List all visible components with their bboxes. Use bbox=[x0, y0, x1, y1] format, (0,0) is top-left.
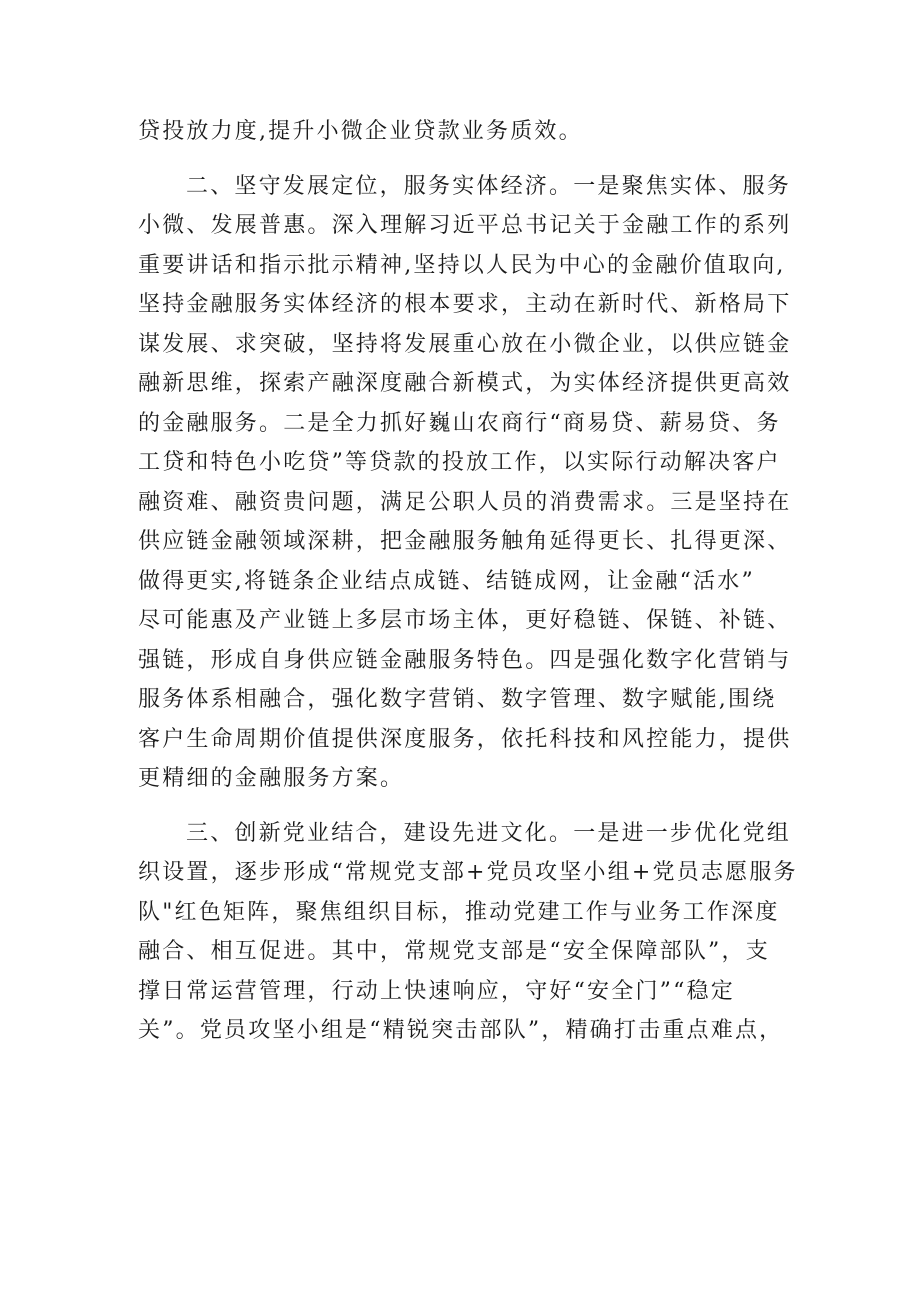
paragraph-section-two bbox=[138, 167, 798, 799]
text-line: 做得更实,将链条企业结点成链、结链成网，让金融“活水” bbox=[138, 568, 755, 594]
text-line: 坚持金融服务实体经济的根本要求，主动在新时代、新格局下 bbox=[138, 292, 792, 317]
text-line: 织设置，逐步形成“常规党支部+党员攻坚小组+党员志愿服务 bbox=[138, 860, 798, 885]
text-line: 服务体系相融合，强化数字营销、数字管理、数字赋能,围绕 bbox=[138, 687, 777, 712]
text-line: 贷投放力度,提升小微企业贷款业务质效。 bbox=[138, 119, 583, 144]
text-line: 融合、相互促进。其中，常规党支部是“安全保障部队”，支 bbox=[138, 939, 770, 964]
text-line: 工贷和特色小吃贷”等贷款的投放工作，以实际行动解决客户 bbox=[138, 450, 781, 475]
text-line: 客户生命周期价值提供深度服务，依托科技和风控能力，提供 bbox=[138, 726, 792, 752]
text-line: 小微、发展普惠。深入理解习近平总书记关于金融工作的系列 bbox=[138, 213, 792, 238]
text-line: 尽可能惠及产业链上多层市场主体，更好稳链、保链、补链、 bbox=[138, 608, 792, 633]
text-line: 关”。党员攻坚小组是“精锐突击部队”，精确打击重点难点， bbox=[138, 1018, 784, 1043]
text-line-first: 二、坚守发展定位，服务实体经济。一是聚焦实体、服务 bbox=[186, 173, 792, 199]
text-line-first: 三、创新党业结合，建设先进文化。一是进一步优化党组 bbox=[186, 820, 792, 846]
text-line: 队"红色矩阵，聚焦组织目标，推动党建工作与业务工作深度 bbox=[138, 899, 780, 925]
paragraph-continuation bbox=[138, 112, 798, 152]
text-line: 融新思维，探索产融深度融合新模式，为实体经济提供更高效 bbox=[138, 371, 792, 396]
text-line: 强链，形成自身供应链金融服务特色。四是强化数字化营销与 bbox=[138, 647, 792, 673]
text-line: 更精细的金融服务方案。 bbox=[138, 766, 405, 791]
text-line: 的金融服务。二是全力抓好巍山农商行“商易贷、薪易贷、务 bbox=[138, 410, 781, 436]
document-body bbox=[138, 112, 798, 1051]
text-line: 重要讲话和指示批示精神,坚持以人民为中心的金融价值取向, bbox=[138, 252, 786, 278]
text-line: 撑日常运营管理，行动上快速响应，守好“安全门”“稳定 bbox=[138, 978, 735, 1004]
text-line: 供应链金融领域深耕，把金融服务触角延得更长、扎得更深、 bbox=[138, 529, 792, 554]
paragraph-section-three bbox=[138, 814, 798, 1051]
paragraph-gap bbox=[138, 799, 798, 814]
text-line: 谋发展、求突破，坚持将发展重心放在小微企业，以供应链金 bbox=[138, 331, 792, 357]
text-line: 融资难、融资贵问题，满足公职人员的消费需求。三是坚持在 bbox=[138, 489, 792, 515]
paragraph-gap bbox=[138, 152, 798, 167]
